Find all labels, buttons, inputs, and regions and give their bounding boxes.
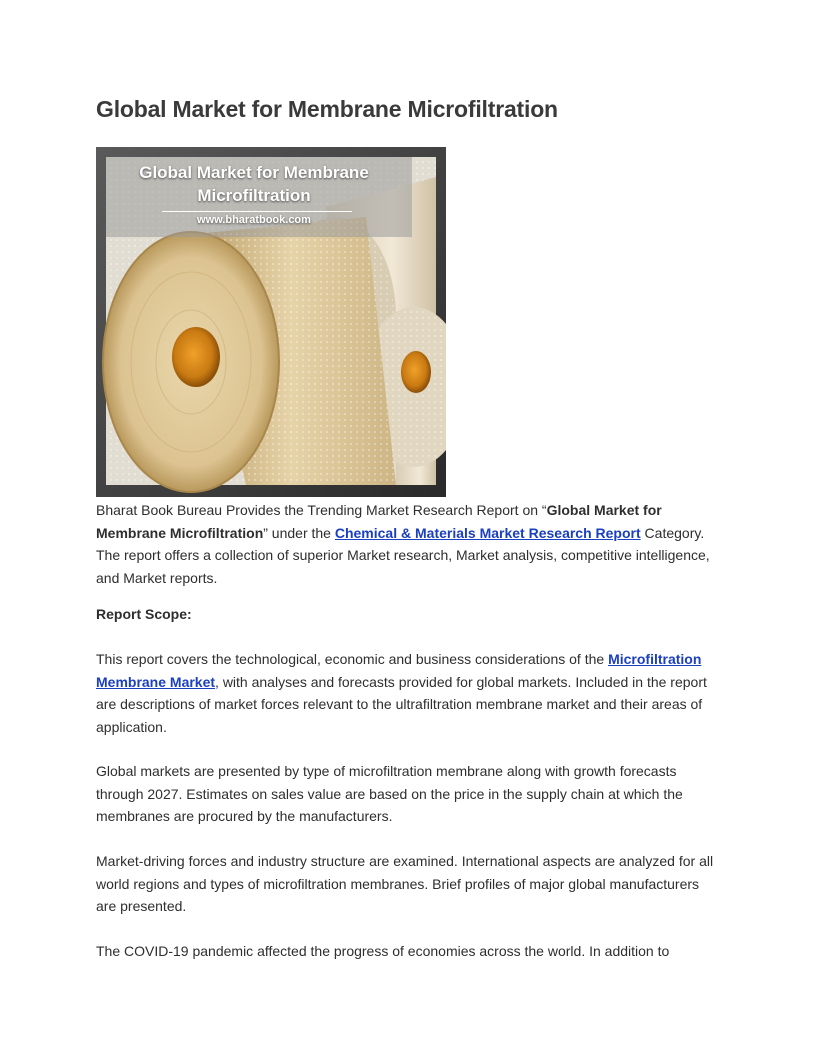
scope-paragraph — [96, 648, 720, 738]
hero-title-line-2: Microfiltration — [197, 186, 311, 205]
roll-front — [103, 217, 396, 492]
intro-text-1: Bharat Book Bureau Provides the Trending Market Research Report on “ — [96, 502, 547, 518]
hero-title — [96, 161, 412, 207]
market-forces-paragraph: Market-driving forces and industry structure are examined. International aspects are analyzed for all world regions and types of microfiltration membranes. Brief profiles of major global manufacturers are presented. — [96, 853, 714, 914]
report-scope-heading: Report Scope: — [96, 606, 192, 622]
hero-url: www.bharatbook.com — [197, 214, 311, 226]
scope-text-2: , with analyses and forecasts provided for global markets. Included in the report are descriptions of market forces relevant to the ultrafiltration membrane market and their areas of application. — [96, 673, 707, 735]
hero-title-line-1: Global Market for Membrane — [139, 163, 369, 182]
intro-report-title: Global Market for Membrane Microfiltration — [96, 502, 662, 541]
chemical-materials-report-link[interactable]: Chemical & Materials Market Research Report — [334, 524, 641, 541]
intro-paragraph — [96, 499, 720, 589]
intro-text-2: ” under the — [263, 524, 335, 541]
intro-text-3: Category. The report offers a collection of superior Market research, Market analysis, competitive intelligence, and Market reports. — [96, 524, 710, 586]
page-title: Global Market for Membrane Microfiltration — [96, 96, 558, 122]
hero-divider — [162, 211, 352, 212]
global-markets-paragraph: Global markets are presented by type of microfiltration membrane along with growth forecasts through 2027. Estimates on sales value are based on the price in the supply chain at which the membranes are procured by the manufacturers. — [96, 763, 683, 824]
scope-text-1: This report covers the technological, economic and business considerations of the — [96, 651, 609, 667]
covid-paragraph: The COVID-19 pandemic affected the progress of economies across the world. In addition to — [96, 943, 670, 959]
hero-image — [96, 147, 446, 497]
microfiltration-membrane-market-link[interactable]: Microfiltration Membrane Market — [96, 651, 702, 690]
